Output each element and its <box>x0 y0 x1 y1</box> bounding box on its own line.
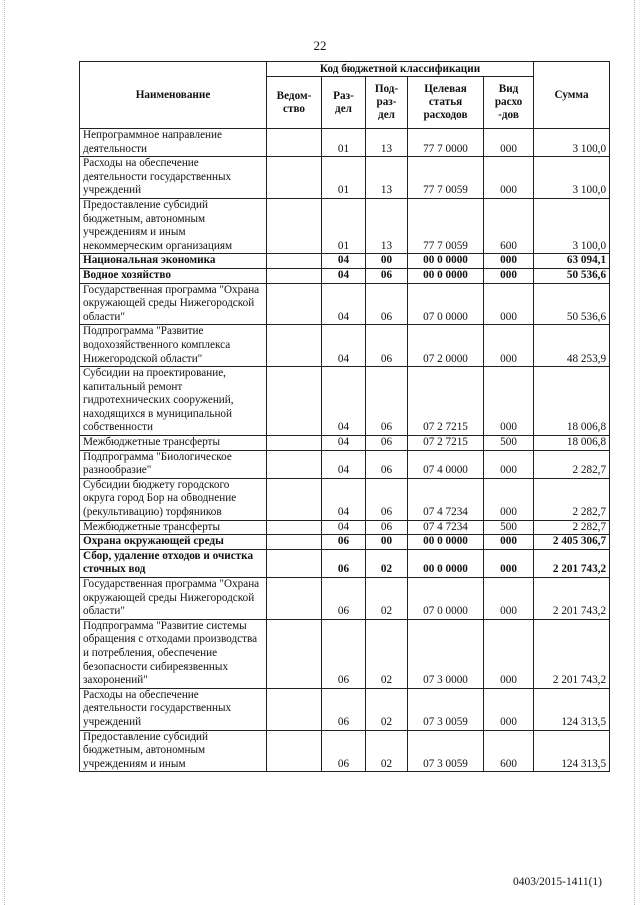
cell-sum: 2 282,7 <box>534 478 610 520</box>
cell-razdel: 04 <box>322 283 366 325</box>
header-classification-group: Код бюджетной классификации <box>267 62 534 77</box>
cell-podrazdel: 06 <box>366 450 408 478</box>
cell-vr: 600 <box>484 730 534 772</box>
cell-name: Национальная экономика <box>80 254 267 269</box>
cell-vr: 000 <box>484 478 534 520</box>
cell-ved <box>267 730 322 772</box>
cell-podrazdel: 06 <box>366 478 408 520</box>
cell-name: Непрограммное направление деятельности <box>80 129 267 157</box>
cell-ved <box>267 578 322 620</box>
cell-razdel: 04 <box>322 268 366 283</box>
cell-sum: 2 201 743,2 <box>534 549 610 577</box>
cell-csr: 00 0 0000 <box>408 535 484 550</box>
cell-razdel: 04 <box>322 436 366 451</box>
cell-vr: 000 <box>484 254 534 269</box>
cell-podrazdel: 13 <box>366 157 408 199</box>
table-row <box>80 129 610 157</box>
cell-podrazdel: 06 <box>366 325 408 367</box>
cell-csr: 00 0 0000 <box>408 268 484 283</box>
header-csr: Целевая статья расходов <box>408 77 484 129</box>
cell-csr: 07 3 0059 <box>408 688 484 730</box>
cell-vr: 500 <box>484 520 534 535</box>
cell-sum: 50 536,6 <box>534 283 610 325</box>
cell-vr: 000 <box>484 268 534 283</box>
cell-podrazdel: 00 <box>366 254 408 269</box>
cell-razdel: 06 <box>322 619 366 688</box>
table-row <box>80 450 610 478</box>
cell-name: Подпрограмма "Биологическое разнообразие" <box>80 450 267 478</box>
cell-vr: 000 <box>484 129 534 157</box>
cell-podrazdel: 06 <box>366 283 408 325</box>
cell-podrazdel: 06 <box>366 436 408 451</box>
cell-ved <box>267 367 322 436</box>
cell-vr: 000 <box>484 619 534 688</box>
cell-name: Подпрограмма "Развитие водохозяйственного комплекса Нижегородской области" <box>80 325 267 367</box>
cell-csr: 00 0 0000 <box>408 549 484 577</box>
table-row <box>80 478 610 520</box>
cell-sum: 3 100,0 <box>534 129 610 157</box>
cell-vr: 000 <box>484 283 534 325</box>
cell-csr: 07 4 7234 <box>408 520 484 535</box>
cell-razdel: 04 <box>322 520 366 535</box>
cell-vr: 000 <box>484 325 534 367</box>
table-row <box>80 688 610 730</box>
cell-ved <box>267 283 322 325</box>
cell-sum: 2 201 743,2 <box>534 619 610 688</box>
cell-name: Охрана окружающей среды <box>80 535 267 550</box>
table-row <box>80 283 610 325</box>
cell-ved <box>267 535 322 550</box>
cell-ved <box>267 619 322 688</box>
cell-name: Субсидии на проектирование, капитальный ремонт гидротехнических сооружений, находящихся в муниципальной собственности <box>80 367 267 436</box>
cell-csr: 07 4 0000 <box>408 450 484 478</box>
cell-csr: 00 0 0000 <box>408 254 484 269</box>
cell-name: Расходы на обеспечение деятельности государственных учреждений <box>80 688 267 730</box>
table-body <box>80 129 610 772</box>
cell-sum: 48 253,9 <box>534 325 610 367</box>
cell-csr: 77 7 0000 <box>408 129 484 157</box>
cell-ved <box>267 450 322 478</box>
table-row <box>80 367 610 436</box>
cell-razdel: 04 <box>322 254 366 269</box>
cell-vr: 000 <box>484 450 534 478</box>
header-razdel: Раз-дел <box>322 77 366 129</box>
cell-name: Межбюджетные трансферты <box>80 520 267 535</box>
document-code: 0403/2015-1411(1) <box>512 876 602 888</box>
cell-podrazdel: 13 <box>366 129 408 157</box>
cell-ved <box>267 129 322 157</box>
cell-sum: 63 094,1 <box>534 254 610 269</box>
cell-vr: 500 <box>484 436 534 451</box>
table-row <box>80 520 610 535</box>
page-number: 22 <box>313 38 327 53</box>
cell-name: Государственная программа "Охрана окружающей среды Нижегородской области" <box>80 578 267 620</box>
cell-csr: 07 0 0000 <box>408 578 484 620</box>
cell-ved <box>267 549 322 577</box>
cell-name: Межбюджетные трансферты <box>80 436 267 451</box>
cell-vr: 000 <box>484 157 534 199</box>
table-row <box>80 436 610 451</box>
header-ved: Ведом-ство <box>267 77 322 129</box>
table-row <box>80 549 610 577</box>
cell-sum: 2 282,7 <box>534 450 610 478</box>
cell-name: Предоставление субсидий бюджетным, автономным учреждениям и иным некоммерческим организациям <box>80 198 267 253</box>
cell-csr: 07 2 7215 <box>408 367 484 436</box>
cell-csr: 77 7 0059 <box>408 198 484 253</box>
cell-sum: 124 313,5 <box>534 730 610 772</box>
cell-podrazdel: 02 <box>366 578 408 620</box>
cell-razdel: 06 <box>322 578 366 620</box>
cell-sum: 18 006,8 <box>534 367 610 436</box>
cell-ved <box>267 198 322 253</box>
cell-name: Предоставление субсидий бюджетным, автономным учреждениям и иным <box>80 730 267 772</box>
cell-sum: 3 100,0 <box>534 157 610 199</box>
table-row <box>80 157 610 199</box>
cell-vr: 000 <box>484 549 534 577</box>
cell-sum: 2 282,7 <box>534 520 610 535</box>
table-row <box>80 254 610 269</box>
cell-vr: 000 <box>484 578 534 620</box>
cell-vr: 000 <box>484 688 534 730</box>
cell-ved <box>267 254 322 269</box>
header-podrazdel: Под-раз-дел <box>366 77 408 129</box>
table-row <box>80 535 610 550</box>
table-row <box>80 325 610 367</box>
table-row <box>80 198 610 253</box>
cell-csr: 07 3 0000 <box>408 619 484 688</box>
cell-csr: 07 2 7215 <box>408 436 484 451</box>
cell-name: Водное хозяйство <box>80 268 267 283</box>
cell-ved <box>267 325 322 367</box>
cell-razdel: 06 <box>322 730 366 772</box>
cell-sum: 18 006,8 <box>534 436 610 451</box>
cell-podrazdel: 02 <box>366 619 408 688</box>
cell-podrazdel: 06 <box>366 268 408 283</box>
cell-name: Подпрограмма "Развитие системы обращения с отходами производства и потребления, обеспечение безопасности сибиреязвенных захоронений" <box>80 619 267 688</box>
table-row <box>80 619 610 688</box>
cell-name: Сбор, удаление отходов и очистка сточных вод <box>80 549 267 577</box>
cell-name: Расходы на обеспечение деятельности государственных учреждений <box>80 157 267 199</box>
cell-razdel: 01 <box>322 198 366 253</box>
cell-sum: 2 201 743,2 <box>534 578 610 620</box>
cell-razdel: 06 <box>322 549 366 577</box>
cell-razdel: 06 <box>322 535 366 550</box>
cell-razdel: 04 <box>322 450 366 478</box>
table-row <box>80 730 610 772</box>
cell-podrazdel: 13 <box>366 198 408 253</box>
cell-sum: 2 405 306,7 <box>534 535 610 550</box>
budget-table <box>79 61 610 772</box>
cell-podrazdel: 02 <box>366 730 408 772</box>
header-vr: Вид расхо -дов <box>484 77 534 129</box>
cell-ved <box>267 520 322 535</box>
cell-podrazdel: 00 <box>366 535 408 550</box>
cell-ved <box>267 268 322 283</box>
cell-ved <box>267 157 322 199</box>
header-name: Наименование <box>80 62 267 129</box>
cell-ved <box>267 436 322 451</box>
cell-csr: 07 2 0000 <box>408 325 484 367</box>
cell-ved <box>267 478 322 520</box>
cell-csr: 77 7 0059 <box>408 157 484 199</box>
cell-csr: 07 3 0059 <box>408 730 484 772</box>
right-margin-line <box>634 0 636 905</box>
cell-podrazdel: 06 <box>366 367 408 436</box>
cell-razdel: 04 <box>322 325 366 367</box>
cell-razdel: 01 <box>322 157 366 199</box>
cell-ved <box>267 688 322 730</box>
cell-razdel: 04 <box>322 478 366 520</box>
cell-name: Субсидии бюджету городского округа город Бор на обводнение (рекультивацию) торфяников <box>80 478 267 520</box>
left-margin-line <box>4 0 6 905</box>
cell-sum: 3 100,0 <box>534 198 610 253</box>
table-row <box>80 578 610 620</box>
cell-podrazdel: 02 <box>366 688 408 730</box>
cell-vr: 000 <box>484 367 534 436</box>
cell-podrazdel: 06 <box>366 520 408 535</box>
cell-razdel: 04 <box>322 367 366 436</box>
table-row <box>80 268 610 283</box>
header-sum: Сумма <box>534 62 610 129</box>
cell-sum: 50 536,6 <box>534 268 610 283</box>
cell-csr: 07 4 7234 <box>408 478 484 520</box>
cell-name: Государственная программа "Охрана окружающей среды Нижегородской области" <box>80 283 267 325</box>
cell-vr: 600 <box>484 198 534 253</box>
cell-podrazdel: 02 <box>366 549 408 577</box>
cell-sum: 124 313,5 <box>534 688 610 730</box>
cell-razdel: 01 <box>322 129 366 157</box>
cell-razdel: 06 <box>322 688 366 730</box>
cell-csr: 07 0 0000 <box>408 283 484 325</box>
cell-vr: 000 <box>484 535 534 550</box>
